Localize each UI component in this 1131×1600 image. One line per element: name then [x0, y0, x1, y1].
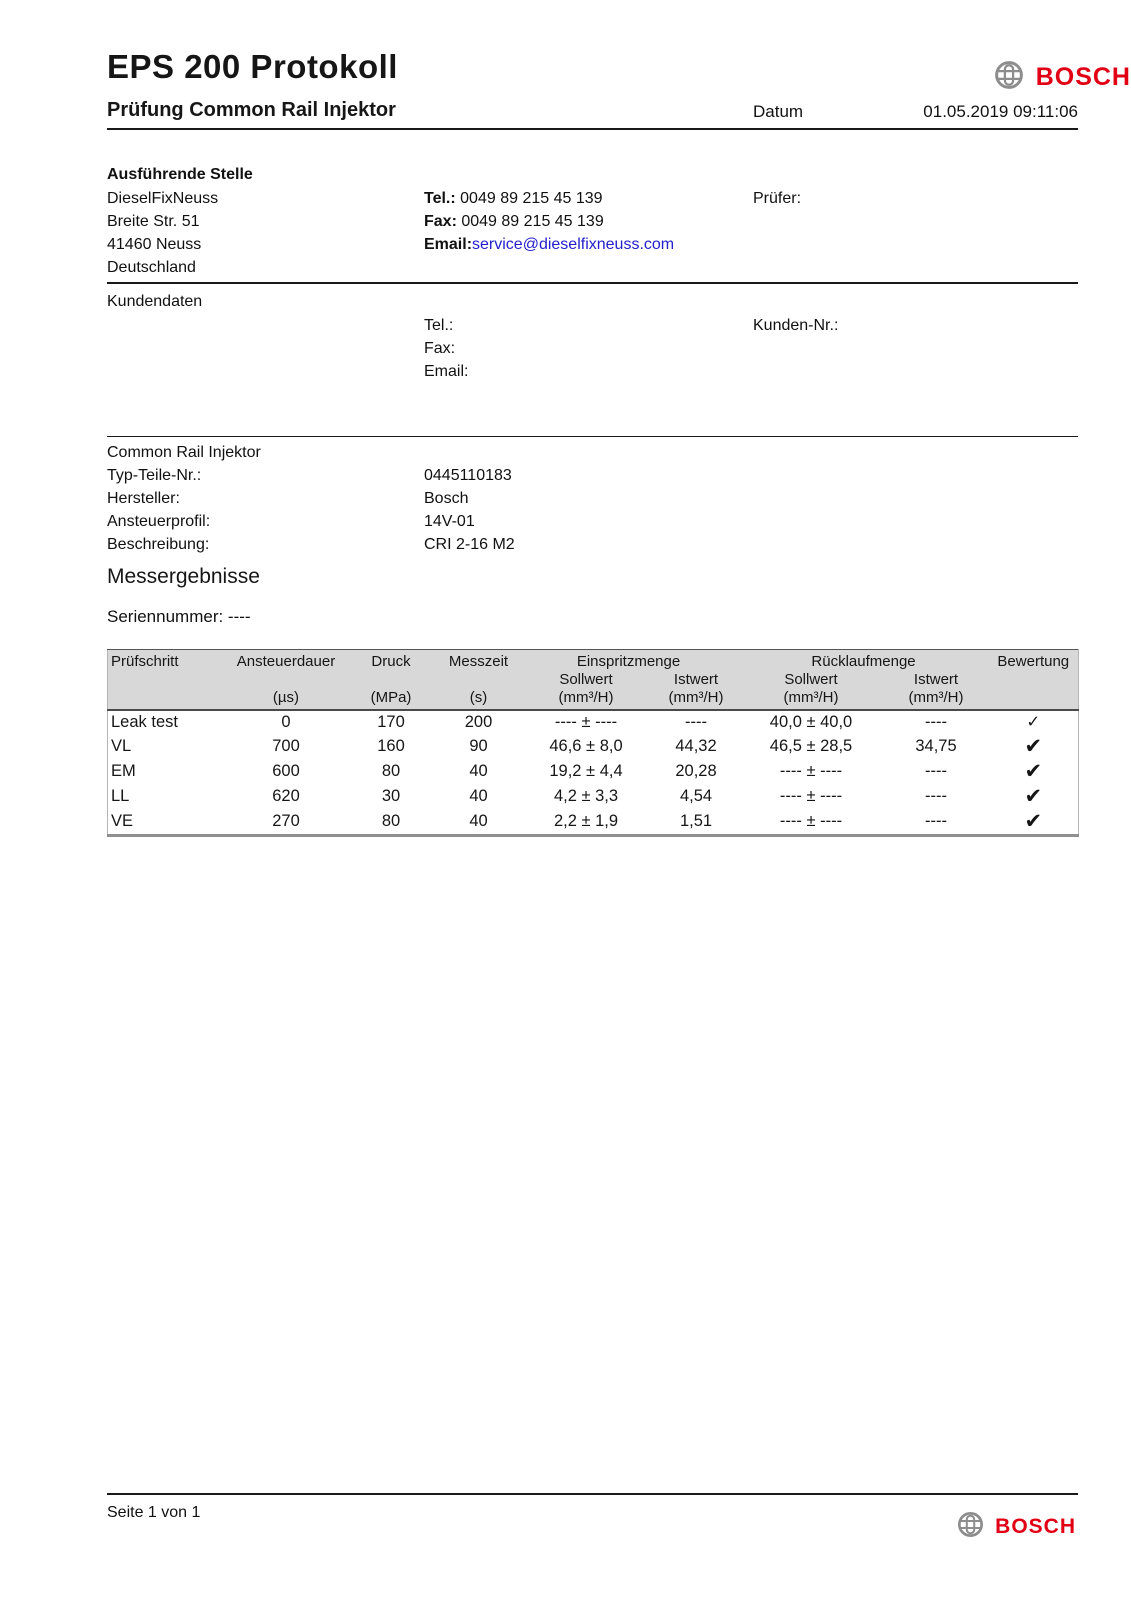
exec-address-column — [107, 162, 424, 279]
kunden-contact-column — [424, 289, 753, 383]
ruecklauf-soll-cell: 46,5 ± 28,5 — [769, 736, 853, 755]
fax-label: Fax: — [424, 213, 457, 230]
exec-pruefer-column — [753, 162, 1078, 279]
einspritz-soll-cell: 19,2 ± 4,4 — [549, 761, 623, 780]
bosch-wordmark: BOSCH — [1035, 63, 1131, 91]
results-table — [107, 649, 1079, 837]
messergebnisse-heading: Messergebnisse — [107, 565, 260, 588]
pass-checkmark-icon: ✓ — [1026, 713, 1041, 732]
einspritz-soll-cell: 2,2 ± 1,9 — [553, 811, 619, 830]
kunden-fax-label: Fax: — [424, 340, 456, 357]
ruecklauf-soll-cell: ---- ± ---- — [779, 786, 843, 805]
section-injektor — [107, 437, 1078, 556]
ruecklauf-ist-cell: ---- — [925, 786, 948, 805]
injektor-value: CRI 2-16 M2 — [424, 536, 515, 553]
col-ruecklauf-sollwert: Sollwert — [739, 671, 884, 689]
col-ruecklaufmenge: Rücklaufmenge — [739, 650, 989, 672]
zeit-cell: 40 — [469, 761, 488, 780]
zeit-cell: 90 — [469, 736, 488, 755]
unit-mm3h: (mm³/H) — [654, 689, 739, 710]
injektor-value: 0445110183 — [424, 467, 512, 484]
table-header-row-main — [108, 650, 1079, 672]
zeit-cell: 40 — [469, 811, 488, 830]
exec-country: Deutschland — [107, 259, 196, 276]
exec-city: 41460 Neuss — [107, 236, 202, 253]
dauer-cell: 0 — [281, 712, 291, 731]
col-einspritz-sollwert: Sollwert — [519, 671, 654, 689]
exec-fax-row — [424, 210, 753, 233]
ruecklauf-ist-cell: ---- — [925, 712, 948, 731]
exec-contact-column — [424, 162, 753, 279]
einspritz-ist-cell: 1,51 — [679, 811, 713, 830]
kunden-nr-label: Kunden-Nr.: — [753, 317, 839, 334]
col-einspritz-istwert: Istwert — [654, 671, 739, 689]
injektor-heading: Common Rail Injektor — [107, 444, 261, 461]
bosch-logo-footer — [957, 1511, 1076, 1543]
col-ruecklauf-istwert: Istwert — [884, 671, 989, 689]
tel-label: Tel.: — [424, 190, 456, 207]
druck-cell: 80 — [381, 811, 401, 830]
col-einspritzmenge: Einspritzmenge — [519, 650, 739, 672]
unit-mm3h: (mm³/H) — [739, 689, 884, 710]
datum-value: 01.05.2019 09:11:06 — [923, 102, 1078, 121]
table-row-leak-test — [108, 710, 1079, 734]
unit-mpa: (MPa) — [344, 689, 439, 710]
tel-value: 0049 89 215 45 139 — [460, 190, 603, 207]
subtitle-row — [107, 99, 1078, 130]
email-link[interactable]: service@dieselfixneuss.com — [472, 236, 675, 253]
datum-label: Datum — [753, 102, 804, 121]
exec-heading: Ausführende Stelle — [107, 166, 253, 183]
injektor-label: Hersteller: — [107, 490, 180, 507]
einspritz-ist-cell: 20,28 — [675, 761, 717, 780]
ruecklauf-soll-cell: ---- ± ---- — [779, 761, 843, 780]
injektor-label: Beschreibung: — [107, 536, 210, 553]
table-row-ve — [108, 809, 1079, 836]
druck-cell: 170 — [377, 712, 405, 731]
dauer-cell: 600 — [272, 761, 300, 780]
einspritz-ist-cell: 44,32 — [675, 736, 717, 755]
kunden-tel-label: Tel.: — [424, 317, 454, 334]
ruecklauf-ist-cell: ---- — [925, 761, 948, 780]
zeit-cell: 40 — [469, 786, 488, 805]
pass-checkmark-icon: ✔ — [1024, 809, 1043, 833]
druck-cell: 80 — [381, 761, 401, 780]
fax-value: 0049 89 215 45 139 — [461, 213, 604, 230]
col-messzeit: Messzeit — [439, 650, 519, 672]
exec-street: Breite Str. 51 — [107, 213, 200, 230]
table-row-em — [108, 759, 1079, 784]
kunden-nr-column — [753, 289, 1078, 383]
bosch-anchor-icon — [957, 1511, 984, 1543]
step-cell: VE — [111, 811, 134, 830]
zeit-cell: 200 — [464, 712, 493, 731]
step-cell: Leak test — [111, 712, 178, 731]
einspritz-ist-cell: ---- — [685, 712, 707, 731]
ruecklauf-soll-cell: 40,0 ± 40,0 — [769, 712, 853, 731]
kunden-heading-column — [107, 289, 424, 383]
unit-us: (µs) — [229, 689, 344, 710]
unit-s: (s) — [439, 689, 519, 710]
bosch-wordmark: BOSCH — [995, 1515, 1076, 1538]
col-pruefschritt: Prüfschritt — [108, 650, 229, 672]
page-footer — [107, 1493, 1078, 1538]
druck-cell: 160 — [377, 736, 405, 755]
col-bewertung: Bewertung — [989, 650, 1079, 672]
injektor-value: Bosch — [424, 490, 469, 507]
einspritz-ist-cell: 4,54 — [679, 786, 713, 805]
table-row-ll — [108, 784, 1079, 809]
ruecklauf-ist-cell: ---- — [925, 811, 948, 830]
step-cell: VL — [111, 736, 132, 755]
injektor-row — [107, 533, 1078, 556]
ruecklauf-ist-cell: 34,75 — [915, 736, 957, 755]
exec-tel-row — [424, 187, 753, 210]
unit-mm3h: (mm³/H) — [884, 689, 989, 710]
einspritz-soll-cell: ---- ± ---- — [554, 712, 618, 731]
table-header-row-sub — [108, 671, 1079, 689]
injektor-row — [107, 510, 1078, 533]
table-row-vl — [108, 734, 1079, 759]
col-ansteuerdauer: Ansteuerdauer — [229, 650, 344, 672]
col-druck: Druck — [344, 650, 439, 672]
email-label: Email: — [424, 236, 473, 253]
einspritz-soll-cell: 46,6 ± 8,0 — [549, 736, 623, 755]
section-kundendaten — [107, 284, 1078, 437]
table-header-row-units — [108, 689, 1079, 710]
pass-checkmark-icon: ✔ — [1024, 784, 1043, 808]
druck-cell: 30 — [381, 786, 401, 805]
page-title: EPS 200 Protokoll — [107, 48, 398, 85]
step-cell: LL — [111, 786, 130, 805]
dauer-cell: 620 — [272, 786, 300, 805]
injektor-row — [107, 487, 1078, 510]
pruefer-label: Prüfer: — [753, 190, 802, 207]
document-subtitle: Prüfung Common Rail Injektor — [107, 99, 396, 121]
kunden-email-label: Email: — [424, 363, 469, 380]
page-number: Seite 1 von 1 — [107, 1504, 201, 1521]
exec-email-row — [424, 233, 753, 256]
kunden-heading: Kundendaten — [107, 293, 203, 310]
injektor-label: Typ-Teile-Nr.: — [107, 467, 202, 484]
pass-checkmark-icon: ✔ — [1024, 759, 1043, 783]
exec-name: DieselFixNeuss — [107, 190, 219, 207]
injektor-label: Ansteuerprofil: — [107, 513, 211, 530]
section-ausfuehrende-stelle — [107, 130, 1078, 284]
pass-checkmark-icon: ✔ — [1024, 734, 1043, 758]
ruecklauf-soll-cell: ---- ± ---- — [779, 811, 843, 830]
einspritz-soll-cell: 4,2 ± 3,3 — [553, 786, 619, 805]
injektor-value: 14V-01 — [424, 513, 475, 530]
step-cell: EM — [111, 761, 136, 780]
injektor-row — [107, 464, 1078, 487]
unit-mm3h: (mm³/H) — [519, 689, 654, 710]
seriennummer-line: Seriennummer: ---- — [107, 607, 251, 626]
dauer-cell: 270 — [272, 811, 300, 830]
dauer-cell: 700 — [272, 736, 300, 755]
